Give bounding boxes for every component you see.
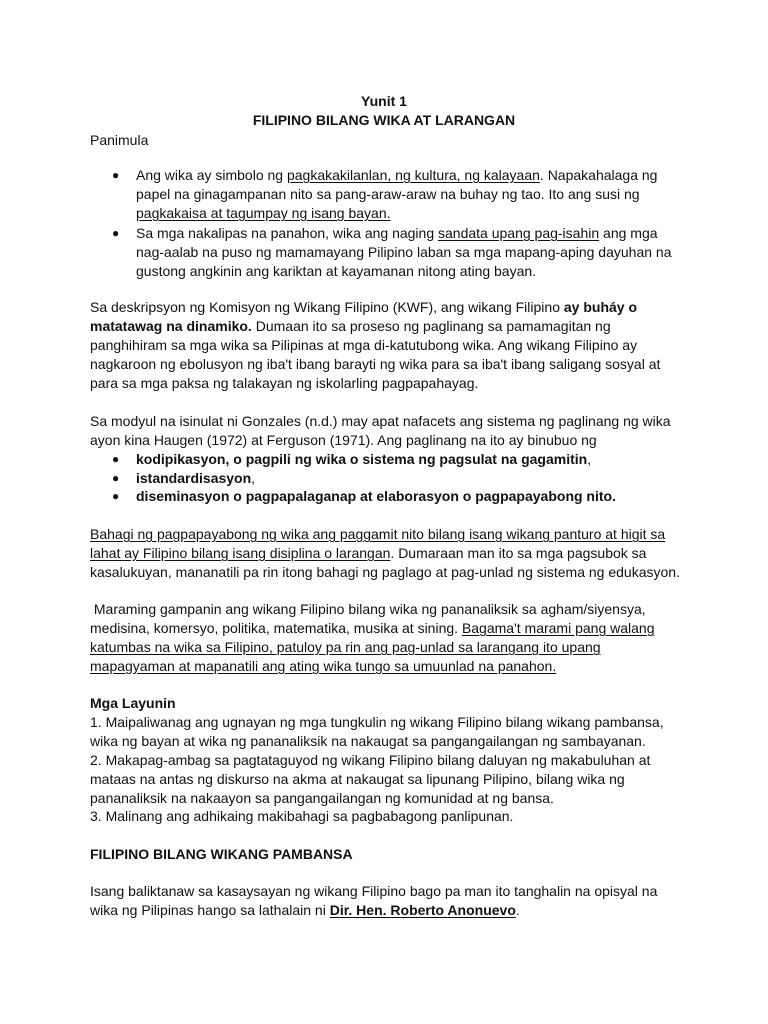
paragraph-line: ayon kina Haugen (1972) at Ferguson (1971). Ang paglinang na ito ay binubuo ng <box>90 432 597 448</box>
list-item <box>136 166 657 185</box>
paragraph-line: nagkaroon ng ebolusyon ng iba't ibang barayti ng wika para sa iba't ibang saligang sosyal at <box>90 356 661 372</box>
text-run: Sa mga nakalipas na panahon, wika ang naging <box>136 225 438 241</box>
objective-line: wika ng bayan at wika ng pananaliksik na nakaugat sa pangangailangan ng sambayanan. <box>90 733 646 749</box>
list-item <box>136 450 591 469</box>
underlined-text: lahat ay Filipino bilang isang disiplina o larangan <box>90 545 391 561</box>
unit-label: Yunit 1 <box>361 93 407 109</box>
objective-line: 1. Maipaliwanag ang ugnayan ng mga tungkulin ng wikang Filipino bilang wikang pambansa, <box>90 714 664 730</box>
text-run: wika ng Pilipinas hango sa lathalain ni <box>90 902 330 918</box>
text-run: . <box>515 902 520 918</box>
list-item-line <box>136 204 391 223</box>
list-item-line: gustong angkinin ang kariktan at kayamanan nitong ating bayan. <box>136 263 537 279</box>
underlined-text: mapagyaman at mapanatili ang ating wika tungo sa umuunlad na panahon. <box>90 658 557 674</box>
paragraph-line <box>90 317 611 336</box>
list-item <box>136 224 658 243</box>
bold-text: diseminasyon o pagpapalaganap at elaborasyon o pagpapayabong nito. <box>136 488 616 504</box>
underlined-text: pagkakaisa at tagumpay ng isang bayan. <box>136 205 391 221</box>
bold-text: matatawag na dinamiko. <box>90 318 252 334</box>
objective-line: 2. Makapag-ambag sa pagtataguyod ng wikang Filipino bilang daluyan ng makabuluhan at <box>90 752 651 768</box>
document-title: FILIPINO BILANG WIKA AT LARANGAN <box>252 112 516 128</box>
text-run: , <box>251 470 256 486</box>
text-run: ang mga <box>599 225 658 241</box>
bullet-icon: ● <box>112 226 120 240</box>
objective-line: 3. Malinang ang adhikaing makibahagi sa pagbabagong panlipunan. <box>90 808 514 824</box>
paragraph-line: para sa mga paksa ng talakayan ng iskolarling pagpapahayag. <box>90 375 479 391</box>
paragraph-line <box>90 638 601 657</box>
underlined-text: Bagama't marami pang walang <box>461 620 655 636</box>
paragraph-line: panghihiram sa mga wika sa Pilipinas at mga di-katutubong wika. Ang wikang Filipino ay <box>90 337 638 353</box>
text-run: medisina, komersyo, politika, matematika, musika at sining. <box>90 620 462 636</box>
bold-text: ay buháy o <box>563 299 638 315</box>
underlined-text: Bahagi ng pagpapayabong ng wika ang paggamit nito bilang isang wikang panturo at higit sa <box>90 526 666 542</box>
section-heading: Mga Layunin <box>90 695 176 711</box>
list-item <box>136 469 255 488</box>
paragraph-line <box>90 619 655 638</box>
bold-text: kodipikasyon, o pagpili ng wika o sistema ng pagsulat na gagamitin <box>136 451 588 467</box>
objective-line: pananaliksik na nakaayon sa pangangailangan ng komunidad at ng bansa. <box>90 790 554 806</box>
objective-line: mataas na antas ng diskurso na akma at nakaugat sa lipunang Pilipino, bilang wika ng <box>90 771 625 787</box>
text-run: Sa deskripsyon ng Komisyon ng Wikang Filipino (KWF), ang wikang Filipino <box>90 299 564 315</box>
paragraph-line <box>90 901 520 920</box>
text-run: . Dumaraan man ito sa mga pagsubok sa <box>390 545 647 561</box>
underlined-text: sandata upang pag-isahin <box>438 225 600 241</box>
list-item <box>136 487 616 506</box>
bullet-icon: ● <box>112 452 120 466</box>
underlined-text: pagkakakilanlan, ng kultura, ng kalayaan <box>286 167 540 183</box>
paragraph-line: kasalukuyan, mananatili pa rin itong bahagi ng paglago at pag-unlad ng sistema ng edukasyon. <box>90 564 680 580</box>
author-name: Dir. Hen. Roberto Anonuevo <box>329 902 516 918</box>
text-run: Ang wika ay simbolo ng <box>136 167 287 183</box>
paragraph-line <box>90 544 646 563</box>
paragraph-line <box>90 657 556 676</box>
paragraph-line: Sa modyul na isinulat ni Gonzales (n.d.) may apat nafacets ang sistema ng paglinang ng wika <box>90 413 671 429</box>
section-heading: FILIPINO BILANG WIKANG PAMBANSA <box>90 846 353 862</box>
bullet-icon: ● <box>112 471 120 485</box>
intro-label: Panimula <box>90 132 149 148</box>
paragraph-line: Isang baliktanaw sa kasaysayan ng wikang Filipino bago pa man ito tanghalin na opisyal na <box>90 883 658 899</box>
paragraph-line: Maraming gampanin ang wikang Filipino bilang wika ng pananaliksik sa agham/siyensya, <box>90 601 646 617</box>
text-run: Dumaan ito sa proseso ng paglinang sa pamamagitan ng <box>251 318 611 334</box>
text-run: , <box>587 451 592 467</box>
list-item-line: papel na ginagampanan nito sa pang-araw-araw na buhay ng tao. Ito ang susi ng <box>136 186 640 202</box>
bold-text: istandardisasyon <box>136 470 252 486</box>
text-run: . Napakahalaga ng <box>539 167 658 183</box>
paragraph-line <box>90 525 665 544</box>
bullet-icon: ● <box>112 489 120 503</box>
paragraph-line <box>90 298 637 317</box>
bullet-icon: ● <box>112 168 120 182</box>
list-item-line: nag-aalab na puso ng mamamayang Pilipino laban sa mga mapang-aping dayuhan na <box>136 244 672 260</box>
underlined-text: katumbas na wika sa Filipino, patuloy pa rin ang pag-unlad sa larangang ito upang <box>90 639 601 655</box>
